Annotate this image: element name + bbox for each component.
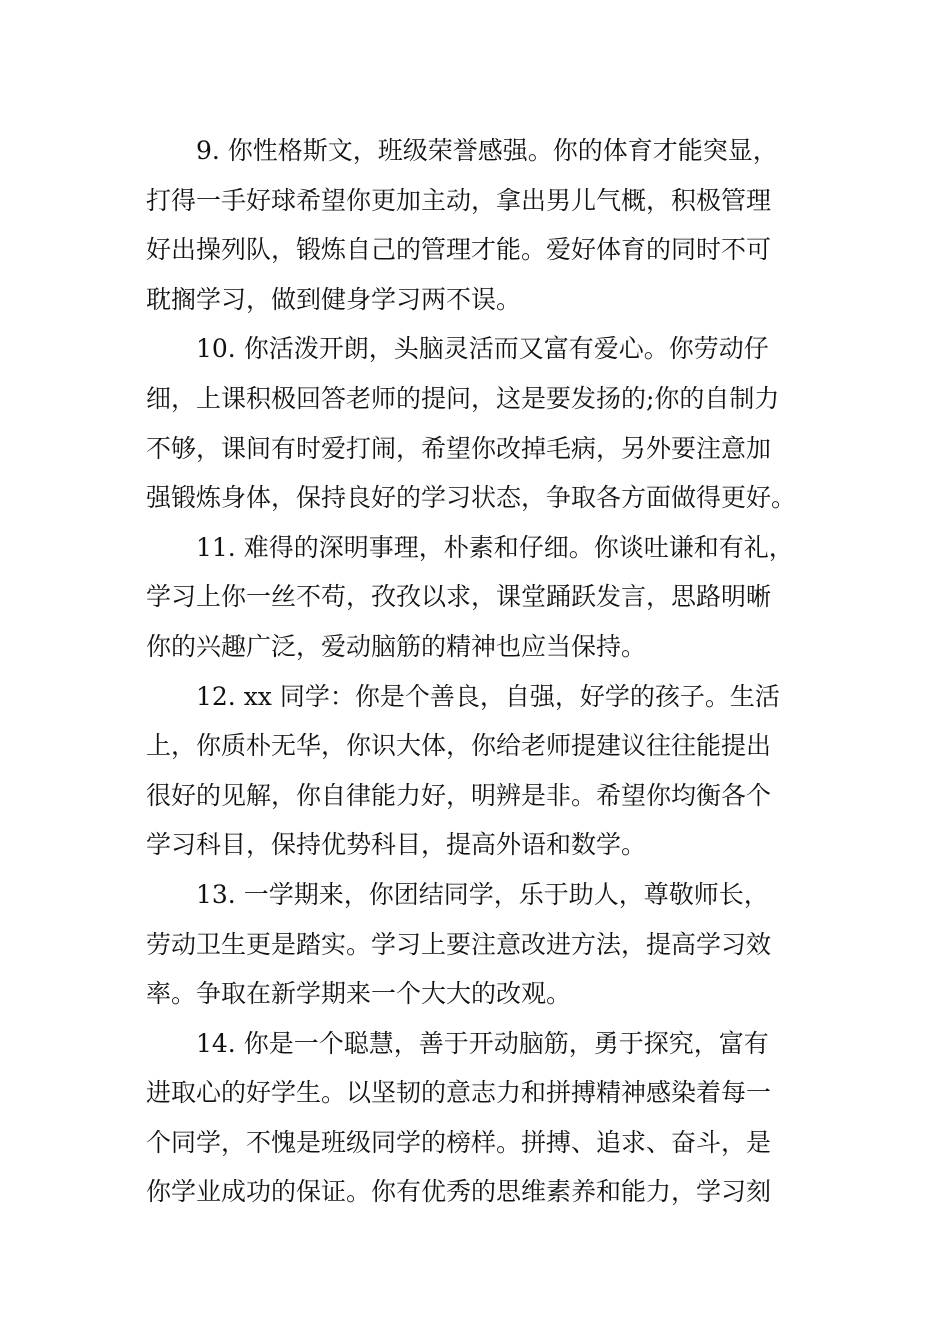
document-page [146,126,810,1217]
text-line: 14. 你是一个聪慧，善于开动脑筋，勇于探究，富有 [196,1028,769,1058]
comment-paragraph-9 [146,126,810,324]
text-line: 9. 你性格斯文，班级荣誉感强。你的体育才能突显， [196,136,778,165]
text-line: 细，上课积极回答老师的提问，这是要发扬的;你的自制力 [146,383,780,413]
text-line: 11. 难得的深明事理，朴素和仔细。你谈吐谦和有礼， [196,532,794,562]
text-line: 率。争取在新学期来一个大大的改观。 [146,979,572,1009]
text-line: 上，你质朴无华，你识大体，你给老师提建议往往能提出 [146,731,772,761]
text-line: 强锻炼身体，保持良好的学习状态，争取各方面做得更好。 [146,483,797,513]
text-line: 劳动卫生更是踏实。学习上要注意改进方法，提高学习效 [146,929,772,959]
text-line: 耽搁学习，做到健身学习两不误。 [146,284,522,314]
text-line: 你的兴趣广泛，爱动脑筋的精神也应当保持。 [146,631,647,661]
text-line: 12. xx 同学：你是个善良，自强，好学的孩子。生活 [196,681,780,711]
text-line: 打得一手好球希望你更加主动，拿出男儿气概，积极管理 [146,185,772,215]
text-line: 学习上你一丝不苟，孜孜以求，课堂踊跃发言，思路明晰 [146,582,772,612]
comment-paragraph-10 [146,324,810,522]
comment-paragraph-13 [146,870,810,1019]
text-line: 不够，课间有时爱打闹，希望你改掉毛病，另外要注意加 [146,433,772,463]
text-line: 学习科目，保持优势科目，提高外语和数学。 [146,830,647,860]
text-line: 你学业成功的保证。你有优秀的思维素养和能力，学习刻 [146,1177,772,1207]
comment-paragraph-14 [146,1019,810,1217]
text-line: 个同学，不愧是班级同学的榜样。拼搏、追求、奋斗，是 [146,1127,772,1157]
text-line: 进取心的好学生。以坚韧的意志力和拼搏精神感染着每一 [146,1078,772,1108]
comment-paragraph-12 [146,672,810,870]
text-line: 很好的见解，你自律能力好，明辨是非。希望你均衡各个 [146,780,772,810]
text-line: 13. 一学期来，你团结同学，乐于助人，尊敬师长， [196,879,769,909]
text-line: 10. 你活泼开朗，头脑灵活而又富有爱心。你劳动仔 [196,334,769,364]
text-line: 好出操列队，锻炼自己的管理才能。爱好体育的同时不可 [146,235,772,265]
comment-paragraph-11 [146,523,810,672]
